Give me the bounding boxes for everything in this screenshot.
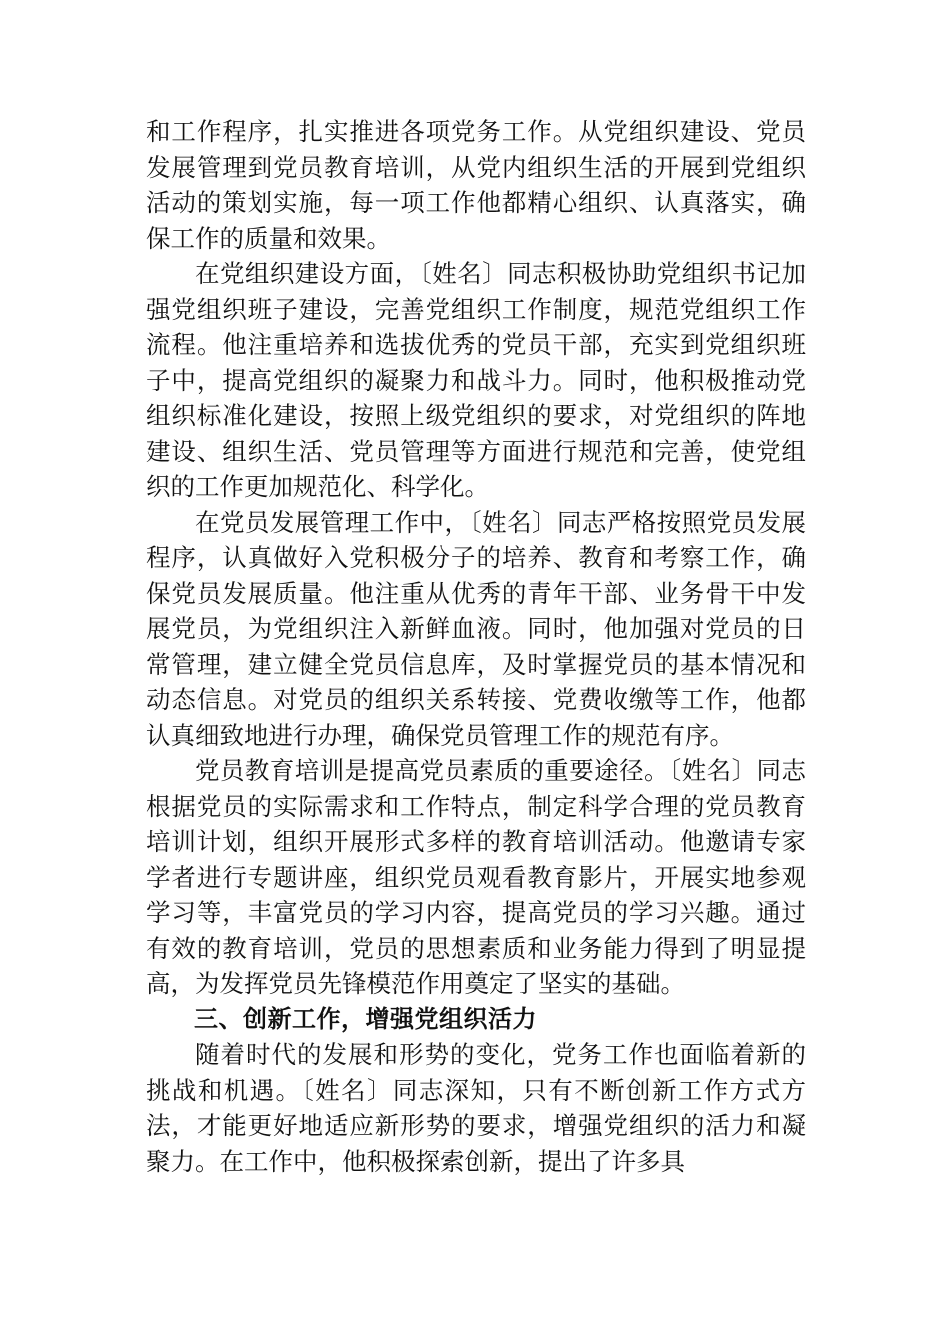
paragraph-organization-building: 在党组织建设方面，〔姓名〕同志积极协助党组织书记加强党组织班子建设，完善党组织工作制度，规范党组织工作流程。他注重培养和选拔优秀的党员干部，充实到党组织班子中，提高党组织的凝聚力和战斗力。同时，他积极推动党组织标准化建设，按照上级党组织的要求，对党组织的阵地建设、组织生活、党员管理等方面进行规范和完善，使党组织的工作更加规范化、科学化。 <box>146 259 806 501</box>
paragraph-innovation: 随着时代的发展和形势的变化，党务工作也面临着新的挑战和机遇。〔姓名〕同志深知，只有不断创新工作方式方法，才能更好地适应新形势的要求，增强党组织的活力和凝聚力。在工作中，他积极探索创新，提出了许多具 <box>146 1040 806 1176</box>
paragraph-work-procedures: 和工作程序，扎实推进各项党务工作。从党组织建设、党员发展管理到党员教育培训，从党内组织生活的开展到党组织活动的策划实施，每一项工作他都精心组织、认真落实，确保工作的质量和效果。 <box>146 117 806 253</box>
document-page <box>146 114 806 1179</box>
section-heading-innovation: 三、创新工作，增强党组织活力 <box>194 1004 537 1033</box>
paragraph-education-training: 党员教育培训是提高党员素质的重要途径。〔姓名〕同志根据党员的实际需求和工作特点，制定科学合理的党员教育培训计划，组织开展形式多样的教育培训活动。他邀请专家学者进行专题讲座，组织党员观看教育影片，开展实地参观学习等，丰富党员的学习内容，提高党员的学习兴趣。通过有效的教育培训，党员的思想素质和业务能力得到了明显提高，为发挥党员先锋模范作用奠定了坚实的基础。 <box>146 756 806 998</box>
paragraph-member-development: 在党员发展管理工作中，〔姓名〕同志严格按照党员发展程序，认真做好入党积极分子的培养、教育和考察工作，确保党员发展质量。他注重从优秀的青年干部、业务骨干中发展党员，为党组织注入新鲜血液。同时，他加强对党员的日常管理，建立健全党员信息库，及时掌握党员的基本情况和动态信息。对党员的组织关系转接、党费收缴等工作，他都认真细致地进行办理，确保党员管理工作的规范有序。 <box>146 507 806 750</box>
